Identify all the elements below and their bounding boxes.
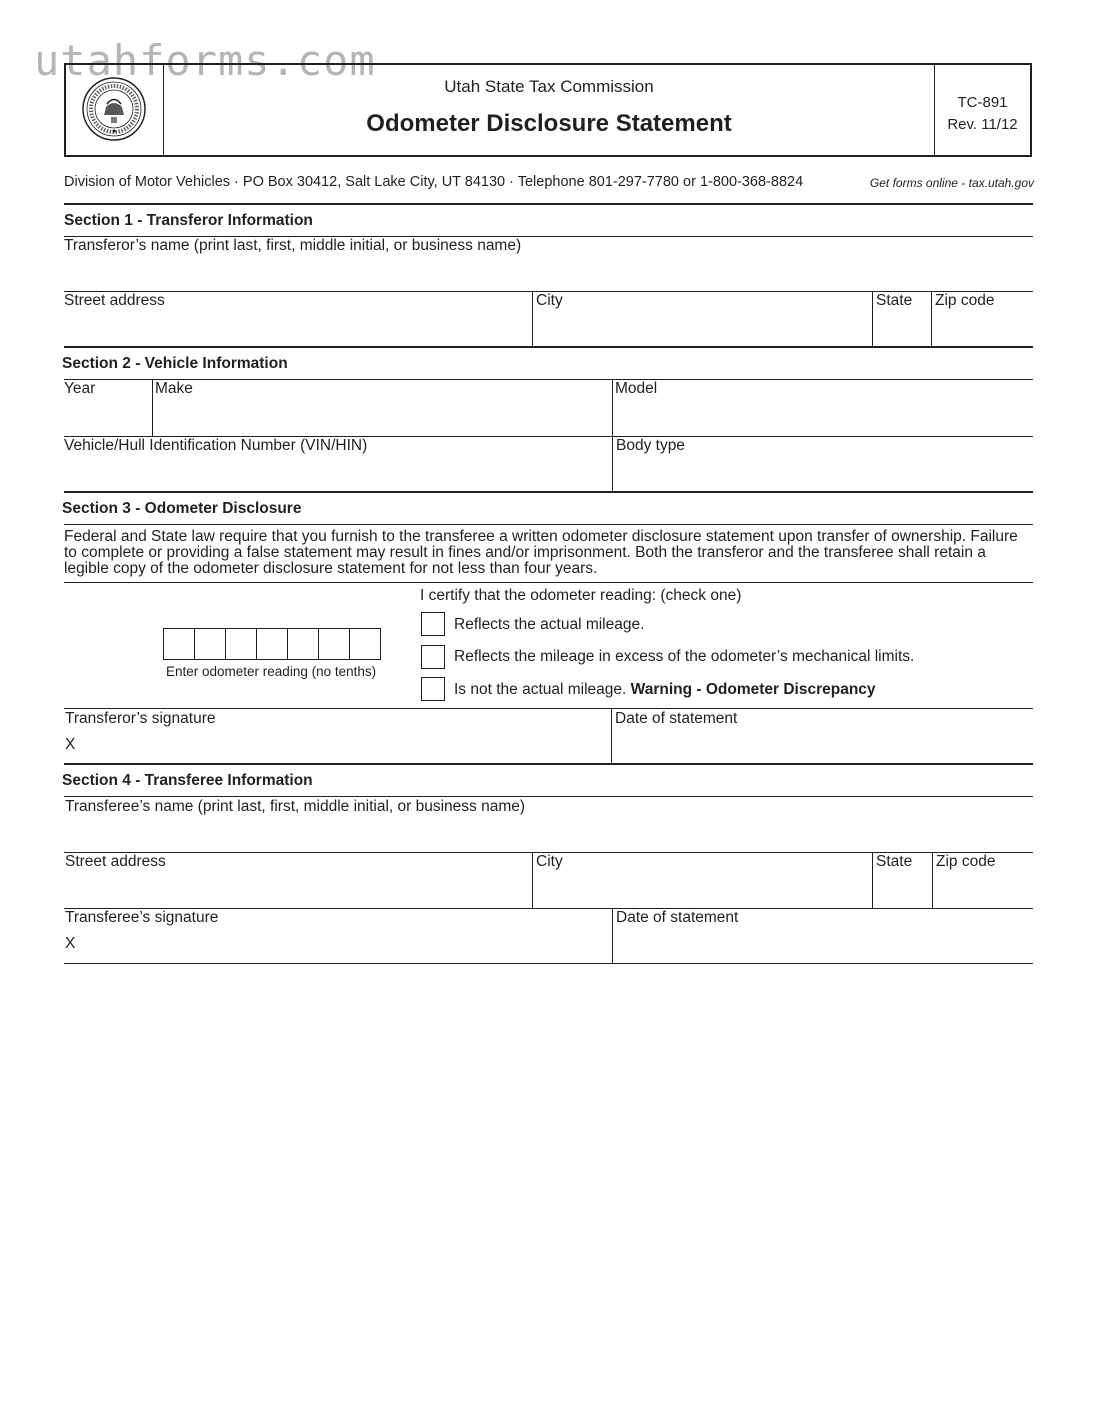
rule [872, 852, 873, 908]
section3-title: Section 3 - Odometer Disclosure [62, 500, 302, 517]
vehicle-make-label: Make [155, 380, 193, 397]
online-note: Get forms online - tax.utah.gov [869, 176, 1034, 190]
transferee-signature-label: Transferee’s signature [65, 909, 219, 926]
section-divider [64, 763, 1033, 765]
body-type-field[interactable] [614, 455, 1032, 491]
rule [64, 582, 1033, 583]
vehicle-model-field[interactable] [614, 398, 1032, 434]
transferee-street-label: Street address [65, 853, 166, 870]
vehicle-year-field[interactable] [64, 398, 150, 434]
odometer-digit-box[interactable] [163, 628, 195, 660]
rule [612, 908, 613, 964]
transferor-state-label: State [876, 292, 913, 309]
not-actual-checkbox[interactable] [421, 677, 445, 701]
disclosure-paragraph: Federal and State law require that you furnish to the transferee a written odometer disclosure statement upon transfer of ownership. Failure to complete or providing a false statement may result in fines and/or imprisonment. Both the transferor and the transferee shall retain a legible copy of the odometer disclosure statement for not less than four years. [64, 528, 1018, 577]
rule [611, 708, 612, 764]
transferor-city-label: City [536, 292, 563, 309]
transferee-name-field[interactable] [64, 815, 1033, 851]
agency-name: Utah State Tax Commission [444, 77, 654, 96]
transferor-city-field[interactable] [534, 310, 870, 346]
transferee-date-label: Date of statement [616, 909, 739, 926]
rule [64, 708, 1033, 709]
odometer-warning: Warning - Odometer Discrepancy [630, 681, 876, 698]
odometer-digit-box[interactable] [318, 628, 350, 660]
transferee-signature-mark: X [65, 935, 76, 952]
exceeds-limits-checkbox[interactable] [421, 645, 445, 669]
vin-label: Vehicle/Hull Identification Number (VIN/HIN) [64, 437, 368, 454]
odometer-reading-input[interactable] [163, 628, 381, 660]
rule [152, 379, 153, 436]
section4-title: Section 4 - Transferee Information [62, 772, 313, 789]
actual-mileage-checkbox[interactable] [421, 612, 445, 636]
rule [872, 291, 873, 347]
vehicle-make-field[interactable] [154, 398, 610, 434]
odometer-digit-box[interactable] [256, 628, 288, 660]
not-actual-text: Is not the actual mileage. [454, 681, 627, 698]
transferee-city-field[interactable] [534, 871, 870, 907]
transferee-name-label: Transferee’s name (print last, first, middle initial, or business name) [65, 798, 526, 815]
form-id-cell [934, 65, 1030, 155]
section-divider [64, 491, 1033, 493]
transferee-zip-label: Zip code [936, 853, 996, 870]
rule [64, 963, 1033, 964]
transferee-state-field[interactable] [874, 871, 930, 907]
form-header [64, 63, 1032, 157]
watermark: utahforms.com [34, 36, 376, 85]
transferor-zip-label: Zip code [935, 292, 995, 309]
transferor-date-field[interactable] [613, 728, 1032, 762]
rule [532, 291, 533, 347]
transferee-street-field[interactable] [64, 871, 530, 907]
rule [932, 852, 933, 908]
odometer-digit-box[interactable] [194, 628, 226, 660]
section-divider [64, 346, 1033, 348]
transferor-street-field[interactable] [64, 310, 530, 346]
vehicle-model-label: Model [615, 380, 658, 397]
form-number: TC-891 [957, 94, 1008, 111]
transferor-street-label: Street address [64, 292, 165, 309]
transferor-name-field[interactable] [64, 253, 1033, 291]
transferee-zip-field[interactable] [934, 871, 1032, 907]
vehicle-year-label: Year [64, 380, 96, 397]
form-title: Odometer Disclosure Statement [366, 110, 732, 137]
contact-line: Division of Motor Vehicles · PO Box 30412, Salt Lake City, UT 84130 · Telephone 801-297-7780 or 1-800-368-8824 [64, 174, 804, 190]
rule [64, 796, 1033, 797]
certify-label: I certify that the odometer reading: (check one) [420, 587, 742, 604]
odometer-digit-box[interactable] [225, 628, 257, 660]
transferee-signature-field[interactable] [80, 927, 608, 961]
transferee-date-field[interactable] [614, 927, 1032, 961]
transferor-signature-mark: X [65, 736, 76, 753]
rule [931, 291, 932, 347]
seal-cell [66, 65, 164, 155]
rule [64, 379, 1033, 380]
not-actual-label [454, 681, 876, 699]
rule [532, 852, 533, 908]
actual-mileage-label: Reflects the actual mileage. [454, 616, 645, 633]
exceeds-limits-label: Reflects the mileage in excess of the odometer’s mechanical limits. [454, 648, 915, 665]
transferee-city-label: City [536, 853, 563, 870]
transferor-zip-field[interactable] [933, 310, 1032, 346]
section1-title: Section 1 - Transferor Information [64, 212, 313, 229]
transferor-date-label: Date of statement [615, 710, 738, 727]
form-revision: Rev. 11/12 [947, 116, 1018, 133]
transferee-state-label: State [876, 853, 913, 870]
section-divider [64, 203, 1033, 205]
odometer-label: Enter odometer reading (no tenths) [166, 664, 377, 679]
odometer-digit-box[interactable] [287, 628, 319, 660]
odometer-digit-box[interactable] [349, 628, 381, 660]
section2-title: Section 2 - Vehicle Information [62, 355, 288, 372]
body-type-label: Body type [616, 437, 685, 454]
transferor-signature-field[interactable] [80, 728, 608, 762]
rule [64, 524, 1033, 525]
transferor-name-label: Transferor’s name (print last, first, middle initial, or business name) [64, 237, 522, 254]
vin-field[interactable] [64, 455, 610, 491]
state-seal-icon [82, 77, 146, 141]
transferor-state-field[interactable] [874, 310, 929, 346]
transferor-signature-label: Transferor’s signature [65, 710, 216, 727]
